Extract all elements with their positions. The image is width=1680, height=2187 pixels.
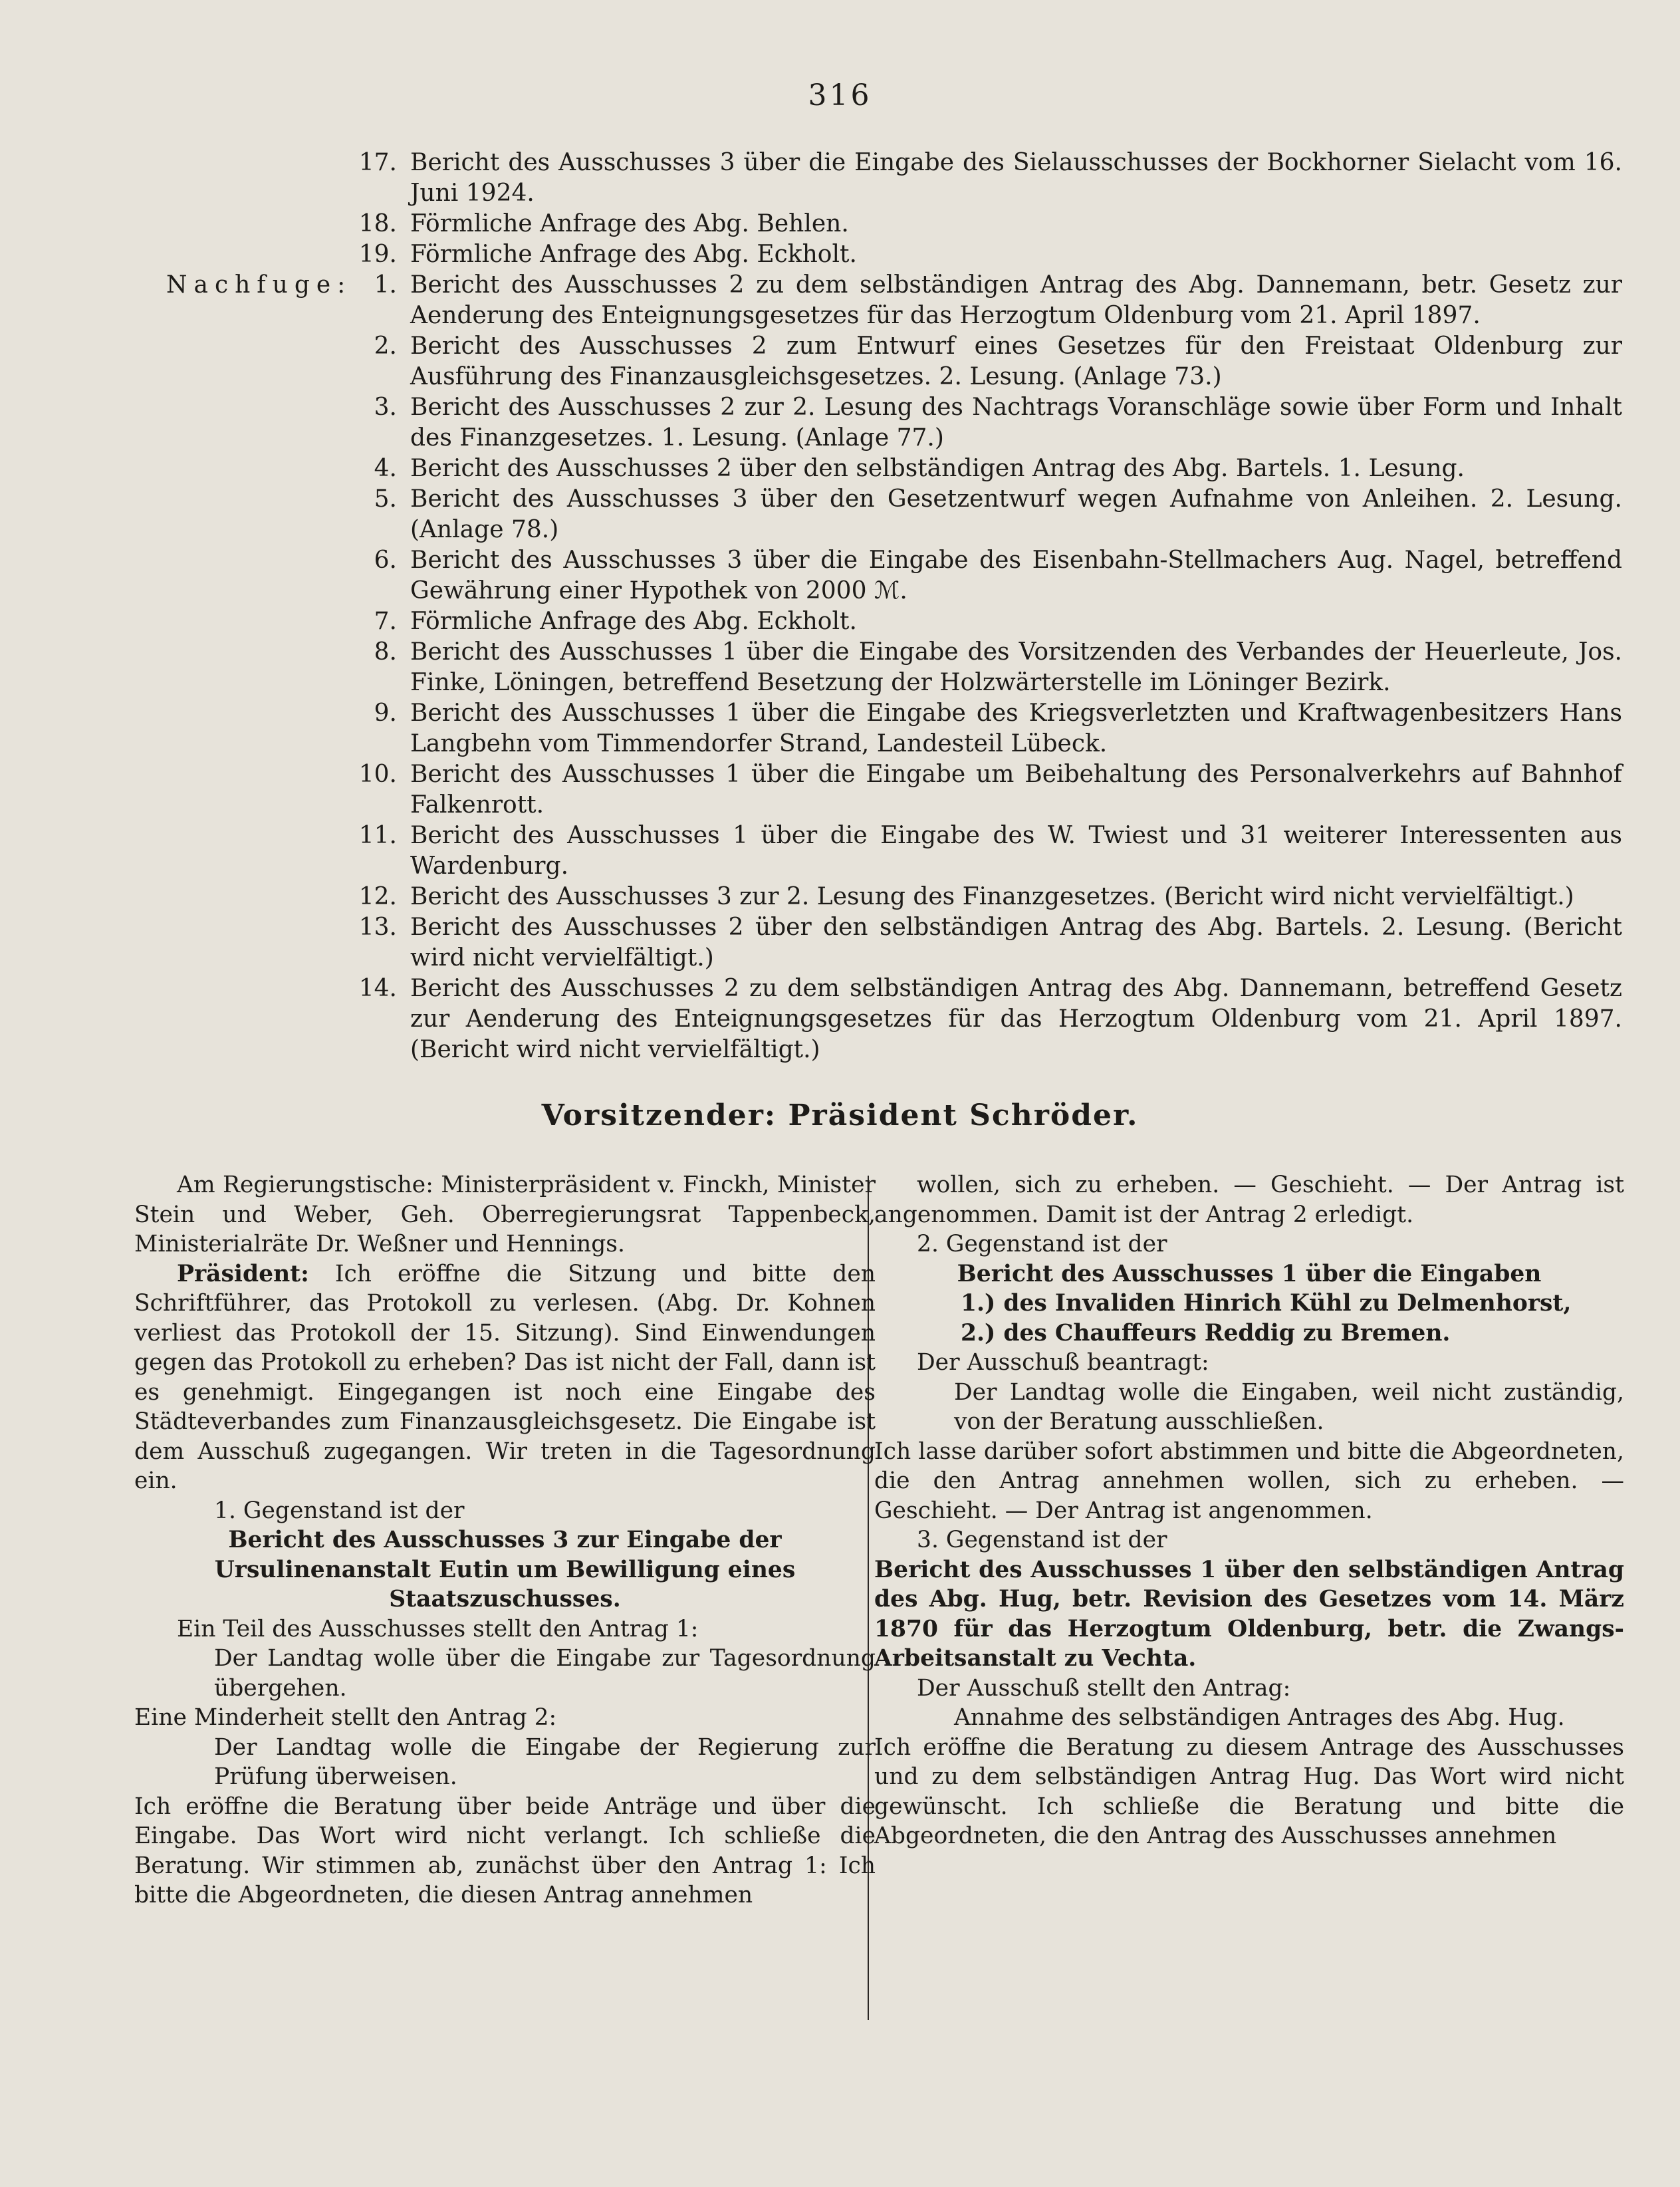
agenda-item-number: 14. [358,975,397,1002]
agenda-item [166,882,1622,912]
subject-1-intro: 1. Gegenstand ist der [214,1497,465,1524]
left-closing-paragraph: Ich eröffne die Beratung über beide Anträge und über die Eingabe. Das Wort wird nicht verlangt. Ich schließe die Beratung. Wir stimmen ab, zunächst über den Antrag 1: Ich bitte die Abgeordneten, die diesen Antrag annehmen [134,1793,876,1908]
agenda-item-text: Bericht des Ausschusses 2 über den selbständigen Antrag des Abg. Bartels. 1. Lesung. [410,455,1465,482]
committee-text: Der Landtag wolle die Eingaben, weil nicht zuständig, von der Beratung ausschließen. [954,1378,1624,1435]
agenda-item-text: Bericht des Ausschusses 1 über die Eingabe um Beibehaltung des Personalverkehrs auf Bahnhof Falkenrott. [410,761,1622,819]
agenda-item [166,545,1622,606]
nachfuge-section [166,270,1622,331]
chair-heading: Vorsitzender: Präsident Schröder. [541,1098,1139,1132]
motion-1-text: Der Landtag wolle über die Eingabe zur Tagesordnung übergehen. [214,1645,876,1702]
agenda-item [166,698,1622,759]
agenda-item-text: Bericht des Ausschusses 2 zum Entwurf eines Gesetzes für den Freistaat Oldenburg zur Ausführung des Finanzausgleichsgesetzes. 2. Lesung. (Anlage 73.) [410,332,1622,390]
agenda-item-text: Bericht des Ausschusses 1 über die Eingabe des Kriegsverletzten und Kraftwagenbesitzers Hans Langbehn vom Timmendorfer Strand, Landesteil Lübeck. [410,700,1622,757]
agenda-item-text: Bericht des Ausschusses 3 über den Gesetzentwurf wegen Aufnahme von Anleihen. 2. Lesung. (Anlage 78.) [410,485,1622,543]
agenda-list [166,148,1622,1065]
agenda-item-number: 5. [374,485,397,513]
agenda-item [166,759,1622,821]
subject-3-title: Bericht des Ausschusses 1 über den selbständigen Antrag des Abg. Hug, betr. Revision des Gesetzes vom 14. März 1870 für das Herzogtum Oldenburg, betr. die Zwangs-Arbeitsanstalt zu Vechta. [874,1556,1624,1672]
agenda-item-number: 6. [374,547,397,574]
agenda-item-number: 9. [374,700,397,727]
committee-motion: Der Ausschuß stellt den Antrag: [917,1674,1291,1702]
agenda-item [166,912,1622,973]
agenda-item-number: 10. [358,761,397,788]
agenda-item-text: Bericht des Ausschusses 3 über die Eingabe des Eisenbahn-Stellmachers Aug. Nagel, betreffend Gewährung einer Hypothek von 2000 ℳ. [410,547,1622,604]
agenda-item [166,973,1622,1065]
motion-text: Annahme des selbständigen Antrages des Abg. Hug. [954,1704,1565,1731]
agenda-item-text: Bericht des Ausschusses 2 zu dem selbständigen Antrag des Abg. Dannemann, betreffend Gesetz zur Aenderung des Enteignungsgesetzes für das Herzogtum Oldenburg vom 21. April 1897. (Bericht wird nicht vervielfältigt.) [410,975,1622,1063]
agenda-item-text: Bericht des Ausschusses 2 über den selbständigen Antrag des Abg. Bartels. 2. Lesung. (Bericht wird nicht vervielfältigt.) [410,914,1622,971]
vote-2-paragraph: Ich lasse darüber sofort abstimmen und bitte die Abgeordneten, die den Antrag annehmen wollen, sich zu erheben. — Geschieht. — Der Antrag ist angenommen. [874,1438,1624,1524]
agenda-item [166,148,1622,209]
agenda-item [166,270,1622,331]
subject-2-item-1: 1.) des Invaliden Hinrich Kühl zu Delmenhorst, [961,1290,1572,1317]
agenda-item [166,453,1622,484]
president-speech: Ich eröffne die Sitzung und bitte den Schriftführer, das Protokoll zu verlesen. (Abg. Dr. Kohnen verliest das Protokoll der 15. Sitzung). Sind Einwendungen gegen das Protokoll zu erheben? Das ist nicht der Fall, dann ist es genehmigt. Eingegangen ist noch eine Eingabe des Städteverbandes zum Finanzausgleichsgesetz. Die Eingabe ist dem Ausschuß zugegangen. Wir treten in die Tagesordnung ein. [134,1260,876,1494]
agenda-item-number: 11. [358,822,397,849]
agenda-item [166,209,1622,239]
right-closing-paragraph: Ich eröffne die Beratung zu diesem Antrage des Ausschusses und zu dem selbständigen Antrag Hug. Das Wort wird nicht gewünscht. Ich schließe die Beratung und bitte die Abgeordneten, die den Antrag des Ausschusses annehmen [874,1734,1624,1849]
agenda-item-number: 2. [374,332,397,360]
agenda-item-text: Bericht des Ausschusses 3 über die Eingabe des Sielausschusses der Bockhorner Sielacht vom 16. Juni 1924. [410,149,1622,207]
subject-2-item-2: 2.) des Chauffeurs Reddig zu Bremen. [961,1319,1451,1347]
motion-1-intro: Ein Teil des Ausschusses stellt den Antrag 1: [177,1615,699,1642]
agenda-item-text: Förmliche Anfrage des Abg. Behlen. [410,210,849,237]
motion-2-text: Der Landtag wolle die Eingabe der Regierung zur Prüfung überweisen. [214,1734,876,1790]
agenda-item-text: Bericht des Ausschusses 1 über die Eingabe des W. Twiest und 31 weiterer Interessenten aus Wardenburg. [410,822,1622,880]
agenda-item [166,239,1622,270]
agenda-item [166,392,1622,453]
agenda-item-number: 8. [374,638,397,666]
agenda-item-text: Förmliche Anfrage des Abg. Eckholt. [410,241,857,268]
agenda-item-number: 19. [358,241,397,268]
nachfuge-label: Nachfuge: [166,271,352,299]
government-table-paragraph: Am Regierungstische: Ministerpräsident v. Finckh, Minister Stein und Weber, Geh. Oberregierungsrat Tappenbeck, Ministerialräte Dr. Weßner und Hennings. [134,1172,876,1257]
agenda-item-number: 3. [374,394,397,421]
agenda-item-number: 1. [374,271,397,299]
agenda-item-number: 18. [358,210,397,237]
agenda-item-number: 13. [358,914,397,941]
agenda-item-text: Bericht des Ausschusses 3 zur 2. Lesung des Finanzgesetzes. (Bericht wird nicht vervielfältigt.) [410,883,1574,910]
subject-2-title: Bericht des Ausschusses 1 über die Eingaben [957,1260,1542,1287]
agenda-item-number: 7. [374,608,397,635]
president-paragraph [134,1259,876,1496]
agenda-item [166,637,1622,698]
agenda-item [166,606,1622,637]
motion-2-intro: Eine Minderheit stellt den Antrag 2: [134,1704,557,1731]
continuation-paragraph: wollen, sich zu erheben. — Geschieht. — Der Antrag ist angenommen. Damit ist der Antrag 2 erledigt. [874,1172,1624,1228]
agenda-item-text: Bericht des Ausschusses 1 über die Eingabe des Vorsitzenden des Verbandes der Heuerleute, Jos. Finke, Löningen, betreffend Besetzung der Holzwärterstelle im Löninger Bezirk. [410,638,1622,696]
subject-2-intro: 2. Gegenstand ist der [917,1231,1167,1257]
agenda-item-text: Förmliche Anfrage des Abg. Eckholt. [410,608,857,635]
agenda-item [166,821,1622,882]
agenda-item-text: Bericht des Ausschusses 2 zur 2. Lesung des Nachtrags Voranschläge sowie über Form und Inhalt des Finanzgesetzes. 1. Lesung. (Anlage 77.) [410,394,1622,451]
agenda-item [166,484,1622,545]
agenda-item-number: 17. [358,149,397,176]
agenda-item-number: 12. [358,883,397,910]
right-column [874,1170,1624,1851]
subject-1-title: Bericht des Ausschusses 3 zur Eingabe der Ursulinenanstalt Eutin um Bewilligung eines Staatszuschusses. [214,1527,796,1612]
agenda-item [166,331,1622,392]
president-label: Präsident: [177,1260,309,1287]
agenda-item-number: 4. [374,455,397,482]
committee-moves: Der Ausschuß beantragt: [917,1349,1209,1376]
agenda-item-text: Bericht des Ausschusses 2 zu dem selbständigen Antrag des Abg. Dannemann, betr. Gesetz zur Aenderung des Enteignungsgesetzes für das Herzogtum Oldenburg vom 21. April 1897. [410,271,1622,329]
left-column [134,1170,876,1910]
subject-3-intro: 3. Gegenstand ist der [917,1527,1167,1553]
page-number: 316 [808,78,872,112]
